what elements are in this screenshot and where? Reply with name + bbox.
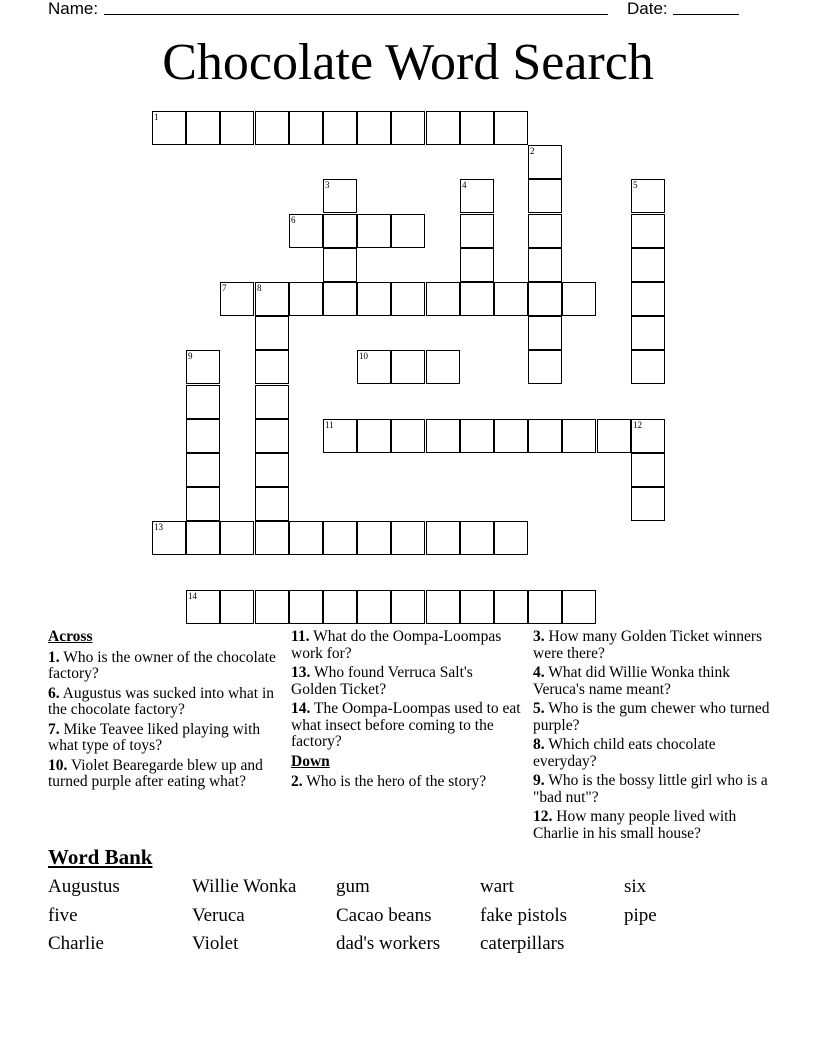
clue-down-4 bbox=[533, 665, 773, 698]
cell-number: 10 bbox=[359, 351, 368, 361]
clues-column-2 bbox=[291, 629, 521, 794]
clue-down-12 bbox=[533, 809, 773, 842]
grid-cell[interactable] bbox=[255, 385, 289, 419]
grid-cell[interactable] bbox=[186, 453, 220, 487]
grid-cell[interactable] bbox=[426, 282, 460, 316]
grid-cell[interactable] bbox=[186, 521, 220, 555]
grid-cell[interactable] bbox=[391, 214, 425, 248]
grid-cell[interactable] bbox=[255, 282, 289, 316]
grid-cell[interactable] bbox=[391, 590, 425, 624]
grid-cell[interactable] bbox=[152, 111, 186, 145]
grid-cell[interactable] bbox=[562, 282, 596, 316]
down-heading: Down bbox=[291, 752, 330, 770]
clue-number: 9. bbox=[533, 772, 545, 789]
grid-cell[interactable] bbox=[562, 590, 596, 624]
clue-across-10 bbox=[48, 758, 278, 791]
grid-cell[interactable] bbox=[186, 419, 220, 453]
grid-cell[interactable] bbox=[186, 385, 220, 419]
clue-across-1 bbox=[48, 650, 278, 683]
clue-text: Who is the hero of the story? bbox=[306, 773, 487, 790]
grid-cell[interactable] bbox=[357, 350, 391, 384]
grid-cell[interactable] bbox=[391, 282, 425, 316]
clue-text: How many Golden Ticket winners were there? bbox=[533, 628, 763, 662]
grid-cell[interactable] bbox=[631, 214, 665, 248]
grid-cell[interactable] bbox=[631, 179, 665, 213]
clue-text: The Oompa-Loompas used to eat what insect before coming to the factory? bbox=[291, 700, 521, 750]
grid-cell[interactable] bbox=[528, 590, 562, 624]
grid-cell[interactable] bbox=[391, 521, 425, 555]
word-bank-item: Augustus bbox=[48, 876, 120, 897]
clue-down-5 bbox=[533, 701, 773, 734]
clue-text: Violet Bearegarde blew up and turned purple after eating what? bbox=[48, 756, 263, 790]
clues-column-1 bbox=[48, 629, 278, 794]
grid-cell[interactable] bbox=[631, 453, 665, 487]
grid-cell[interactable] bbox=[460, 111, 494, 145]
grid-cell[interactable] bbox=[323, 590, 357, 624]
word-bank-item: Charlie bbox=[48, 933, 104, 954]
grid-cell[interactable] bbox=[220, 521, 254, 555]
across-heading: Across bbox=[48, 628, 93, 645]
clue-number: 7. bbox=[48, 720, 60, 738]
grid-cell[interactable] bbox=[494, 521, 528, 555]
clue-number: 12. bbox=[533, 808, 553, 825]
grid-cell[interactable] bbox=[323, 419, 357, 453]
grid-cell[interactable] bbox=[528, 350, 562, 384]
word-bank-item: five bbox=[48, 904, 78, 926]
clue-across-6 bbox=[48, 686, 278, 719]
clue-text: Augustus was sucked into what in the chocolate factory? bbox=[48, 684, 275, 718]
clue-text: Mike Teavee liked playing with what type of toys? bbox=[48, 720, 261, 754]
name-label: Name: bbox=[48, 0, 99, 18]
word-bank-item: Violet bbox=[192, 933, 239, 954]
grid-cell[interactable] bbox=[391, 350, 425, 384]
grid-cell[interactable] bbox=[528, 282, 562, 316]
word-bank-title: Word Bank bbox=[48, 845, 153, 869]
date-label: Date: bbox=[627, 0, 668, 18]
cell-number: 7 bbox=[222, 283, 227, 293]
word-bank-item: six bbox=[624, 876, 647, 897]
clue-text: How many people lived with Charlie in his small house? bbox=[533, 808, 737, 842]
grid-cell[interactable] bbox=[323, 248, 357, 282]
grid-cell[interactable] bbox=[528, 179, 562, 213]
grid-cell[interactable] bbox=[426, 590, 460, 624]
cell-number: 2 bbox=[530, 146, 535, 156]
grid-cell[interactable] bbox=[186, 487, 220, 521]
grid-cell[interactable] bbox=[460, 248, 494, 282]
clue-across-13 bbox=[291, 665, 521, 698]
clue-number: 4. bbox=[533, 664, 545, 681]
grid-cell[interactable] bbox=[255, 419, 289, 453]
grid-cell[interactable] bbox=[494, 282, 528, 316]
clue-text: What did Willie Wonka think Veruca's name meant? bbox=[533, 664, 731, 698]
grid-cell[interactable] bbox=[631, 282, 665, 316]
page-title: Chocolate Word Search bbox=[162, 34, 654, 91]
clue-across-7 bbox=[48, 722, 278, 755]
word-bank-item: Cacao beans bbox=[336, 904, 432, 926]
clue-text: Who is the owner of the chocolate factory? bbox=[48, 648, 276, 682]
grid-cell[interactable] bbox=[357, 590, 391, 624]
grid-cell[interactable] bbox=[255, 521, 289, 555]
grid-cell[interactable] bbox=[426, 111, 460, 145]
grid-cell[interactable] bbox=[357, 282, 391, 316]
grid-cell[interactable] bbox=[460, 214, 494, 248]
grid-cell[interactable] bbox=[323, 111, 357, 145]
grid-cell[interactable] bbox=[631, 248, 665, 282]
cell-number: 8 bbox=[257, 283, 262, 293]
clues-column-3 bbox=[533, 629, 773, 845]
grid-cell[interactable] bbox=[186, 111, 220, 145]
clue-number: 2. bbox=[291, 773, 303, 790]
grid-cell[interactable] bbox=[255, 316, 289, 350]
cell-number: 5 bbox=[633, 180, 638, 190]
grid-cell[interactable] bbox=[357, 111, 391, 145]
cell-number: 3 bbox=[325, 180, 330, 190]
cell-number: 11 bbox=[325, 420, 334, 430]
cell-number: 6 bbox=[291, 215, 296, 225]
grid-cell[interactable] bbox=[494, 590, 528, 624]
clue-text: Which child eats chocolate everyday? bbox=[533, 736, 716, 770]
grid-cell[interactable] bbox=[460, 590, 494, 624]
grid-cell[interactable] bbox=[426, 521, 460, 555]
clue-number: 10. bbox=[48, 756, 68, 774]
grid-cell[interactable] bbox=[289, 282, 323, 316]
clue-across-14 bbox=[291, 701, 521, 751]
grid-cell[interactable] bbox=[255, 590, 289, 624]
grid-cell[interactable] bbox=[528, 214, 562, 248]
grid-cell[interactable] bbox=[391, 419, 425, 453]
clue-across-11 bbox=[291, 629, 521, 662]
grid-cell[interactable] bbox=[357, 419, 391, 453]
grid-cell[interactable] bbox=[426, 419, 460, 453]
clue-text: Who is the bossy little girl who is a "bad nut"? bbox=[533, 772, 768, 806]
cell-number: 14 bbox=[188, 591, 197, 601]
grid-cell[interactable] bbox=[528, 316, 562, 350]
grid-cell[interactable] bbox=[562, 419, 596, 453]
grid-cell[interactable] bbox=[323, 214, 357, 248]
grid-cell[interactable] bbox=[255, 111, 289, 145]
grid-cell[interactable] bbox=[631, 487, 665, 521]
grid-cell[interactable] bbox=[460, 282, 494, 316]
cell-number: 4 bbox=[462, 180, 467, 190]
grid-cell[interactable] bbox=[220, 590, 254, 624]
clue-number: 1. bbox=[48, 648, 60, 666]
grid-cell[interactable] bbox=[255, 487, 289, 521]
grid-cell[interactable] bbox=[494, 111, 528, 145]
grid-cell[interactable] bbox=[289, 521, 323, 555]
clue-down-9 bbox=[533, 773, 773, 806]
grid-cell[interactable] bbox=[323, 179, 357, 213]
grid-cell[interactable] bbox=[357, 214, 391, 248]
grid-cell[interactable] bbox=[460, 521, 494, 555]
cell-number: 13 bbox=[154, 522, 163, 532]
word-bank-item: gum bbox=[336, 876, 370, 897]
clue-number: 5. bbox=[533, 700, 545, 717]
clue-number: 6. bbox=[48, 684, 60, 702]
grid-cell[interactable] bbox=[460, 179, 494, 213]
grid-cell[interactable] bbox=[631, 316, 665, 350]
grid-cell[interactable] bbox=[255, 453, 289, 487]
grid-cell[interactable] bbox=[289, 590, 323, 624]
clue-down-3 bbox=[533, 629, 773, 662]
clue-number: 8. bbox=[533, 736, 545, 753]
grid-cell[interactable] bbox=[152, 521, 186, 555]
grid-cell[interactable] bbox=[631, 419, 665, 453]
word-bank-item: dad's workers bbox=[336, 933, 441, 954]
grid-cell[interactable] bbox=[357, 521, 391, 555]
grid-cell[interactable] bbox=[220, 111, 254, 145]
clue-number: 14. bbox=[291, 700, 311, 717]
grid-cell[interactable] bbox=[460, 419, 494, 453]
clue-text: What do the Oompa-Loompas work for? bbox=[291, 628, 502, 662]
grid-cell[interactable] bbox=[186, 350, 220, 384]
word-bank-item: Veruca bbox=[192, 904, 245, 926]
grid-cell[interactable] bbox=[528, 419, 562, 453]
cell-number: 9 bbox=[188, 351, 193, 361]
grid-cell[interactable] bbox=[220, 282, 254, 316]
word-bank-item: Willie Wonka bbox=[192, 876, 297, 897]
grid-cell[interactable] bbox=[426, 350, 460, 384]
grid-cell[interactable] bbox=[186, 590, 220, 624]
word-bank-item: fake pistols bbox=[480, 904, 568, 926]
grid-cell[interactable] bbox=[528, 145, 562, 179]
grid-cell[interactable] bbox=[255, 350, 289, 384]
clue-number: 11. bbox=[291, 628, 310, 645]
clue-down-8 bbox=[533, 737, 773, 770]
grid-cell[interactable] bbox=[631, 350, 665, 384]
grid-cell[interactable] bbox=[494, 419, 528, 453]
grid-cell[interactable] bbox=[597, 419, 631, 453]
clue-text: Who is the gum chewer who turned purple? bbox=[533, 700, 770, 734]
clue-number: 3. bbox=[533, 628, 545, 645]
word-bank-item: wart bbox=[480, 876, 514, 897]
grid-cell[interactable] bbox=[289, 111, 323, 145]
grid-cell[interactable] bbox=[289, 214, 323, 248]
grid-cell[interactable] bbox=[323, 521, 357, 555]
cell-number: 1 bbox=[154, 112, 159, 122]
grid-cell[interactable] bbox=[391, 111, 425, 145]
clue-down-2 bbox=[291, 774, 521, 791]
word-bank-item: pipe bbox=[624, 904, 657, 926]
clue-number: 13. bbox=[291, 664, 311, 681]
word-bank-item: caterpillars bbox=[480, 933, 565, 954]
grid-cell[interactable] bbox=[323, 282, 357, 316]
cell-number: 12 bbox=[633, 420, 642, 430]
clue-text: Who found Verruca Salt's Golden Ticket? bbox=[291, 664, 473, 698]
grid-cell[interactable] bbox=[528, 248, 562, 282]
